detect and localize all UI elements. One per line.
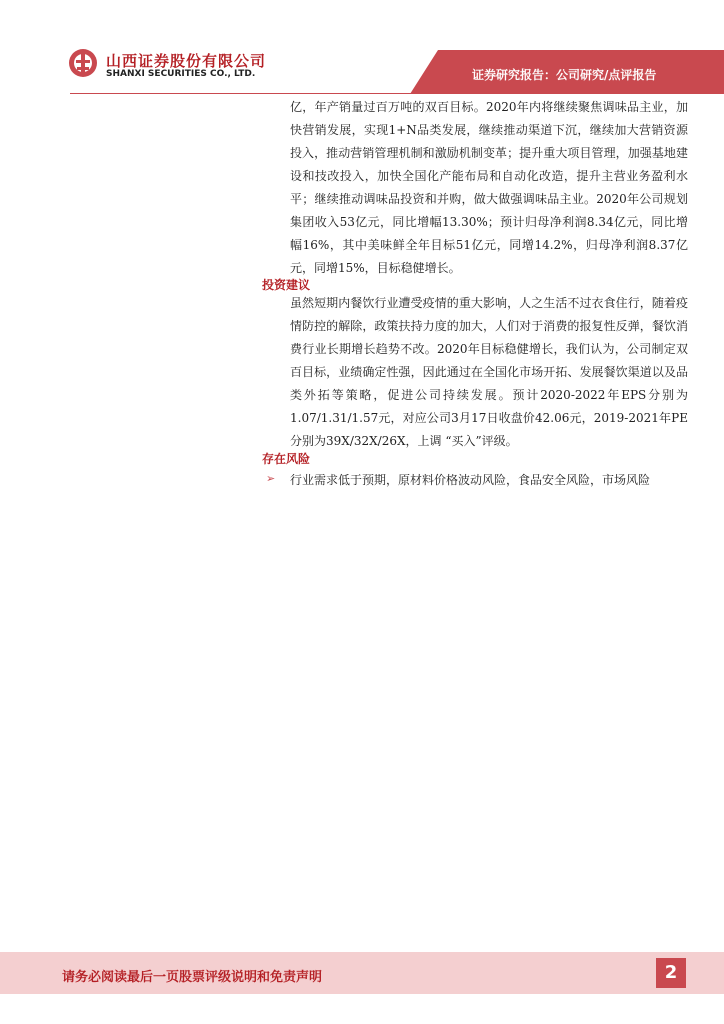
investment-advice-heading: 投资建议 [262, 278, 311, 292]
header-divider [70, 93, 724, 94]
investment-advice-paragraph: 虽然短期内餐饮行业遭受疫情的重大影响，人之生活不过衣食住行，随着疫情防控的解除，政策扶持力度的加大，人们对于消费的报复性反弹，餐饮消费行业长期增长趋势不改。2020年目标稳健增长，我们认为，公司制定双百目标，业绩确定性强，因此通过在全国化市场开拓、发展餐饮渠道以及品类外拓等策略，促进公司持续发展。预计2020-2022年EPS分别为1.07/1.31/1.57元，对应公司3月17日收盘价42.06元，2019-2021年PE分别为39X/32X/26X，上调 “买入”评级。 [290, 296, 688, 448]
page-number: 2 [656, 958, 686, 988]
risk-list-item [266, 472, 696, 492]
report-type-label: 证券研究报告：公司研究/点评报告 [472, 68, 657, 82]
arrow-bullet-icon: ➢ [266, 472, 276, 485]
company-logo [68, 48, 98, 78]
risk-heading: 存在风险 [262, 452, 311, 466]
footer-disclaimer: 请务必阅读最后一页股票评级说明和免责声明 [62, 970, 323, 985]
company-name-en: SHANXI SECURITIES CO., LTD. [106, 69, 256, 79]
page-header [0, 0, 724, 100]
company-name-cn: 山西证券股份有限公司 [106, 52, 267, 70]
risk-item-text: 行业需求低于预期，原材料价格波动风险，食品安全风险，市场风险 [290, 473, 651, 487]
intro-paragraph: 亿，年产销量过百万吨的双百目标。2020年内将继续聚焦调味品主业，加快营销发展，实现1+N品类发展，继续推动渠道下沉，继续加大营销资源投入，推动营销管理机制和激励机制变革；提升重大项目管理，加强基地建设和技改投入，加快全国化产能布局和自动化改造，提升主营业务盈利水平；继续推动调味品投资和并购，做大做强调味品主业。2020年公司规划集团收入53亿元，同比增幅13.30%；预计归母净利润8.34亿元，同比增幅16%，其中美味鲜全年目标51亿元，同增14.2%，归母净利润8.37亿元，同增15%，目标稳健增长。 [290, 100, 688, 275]
